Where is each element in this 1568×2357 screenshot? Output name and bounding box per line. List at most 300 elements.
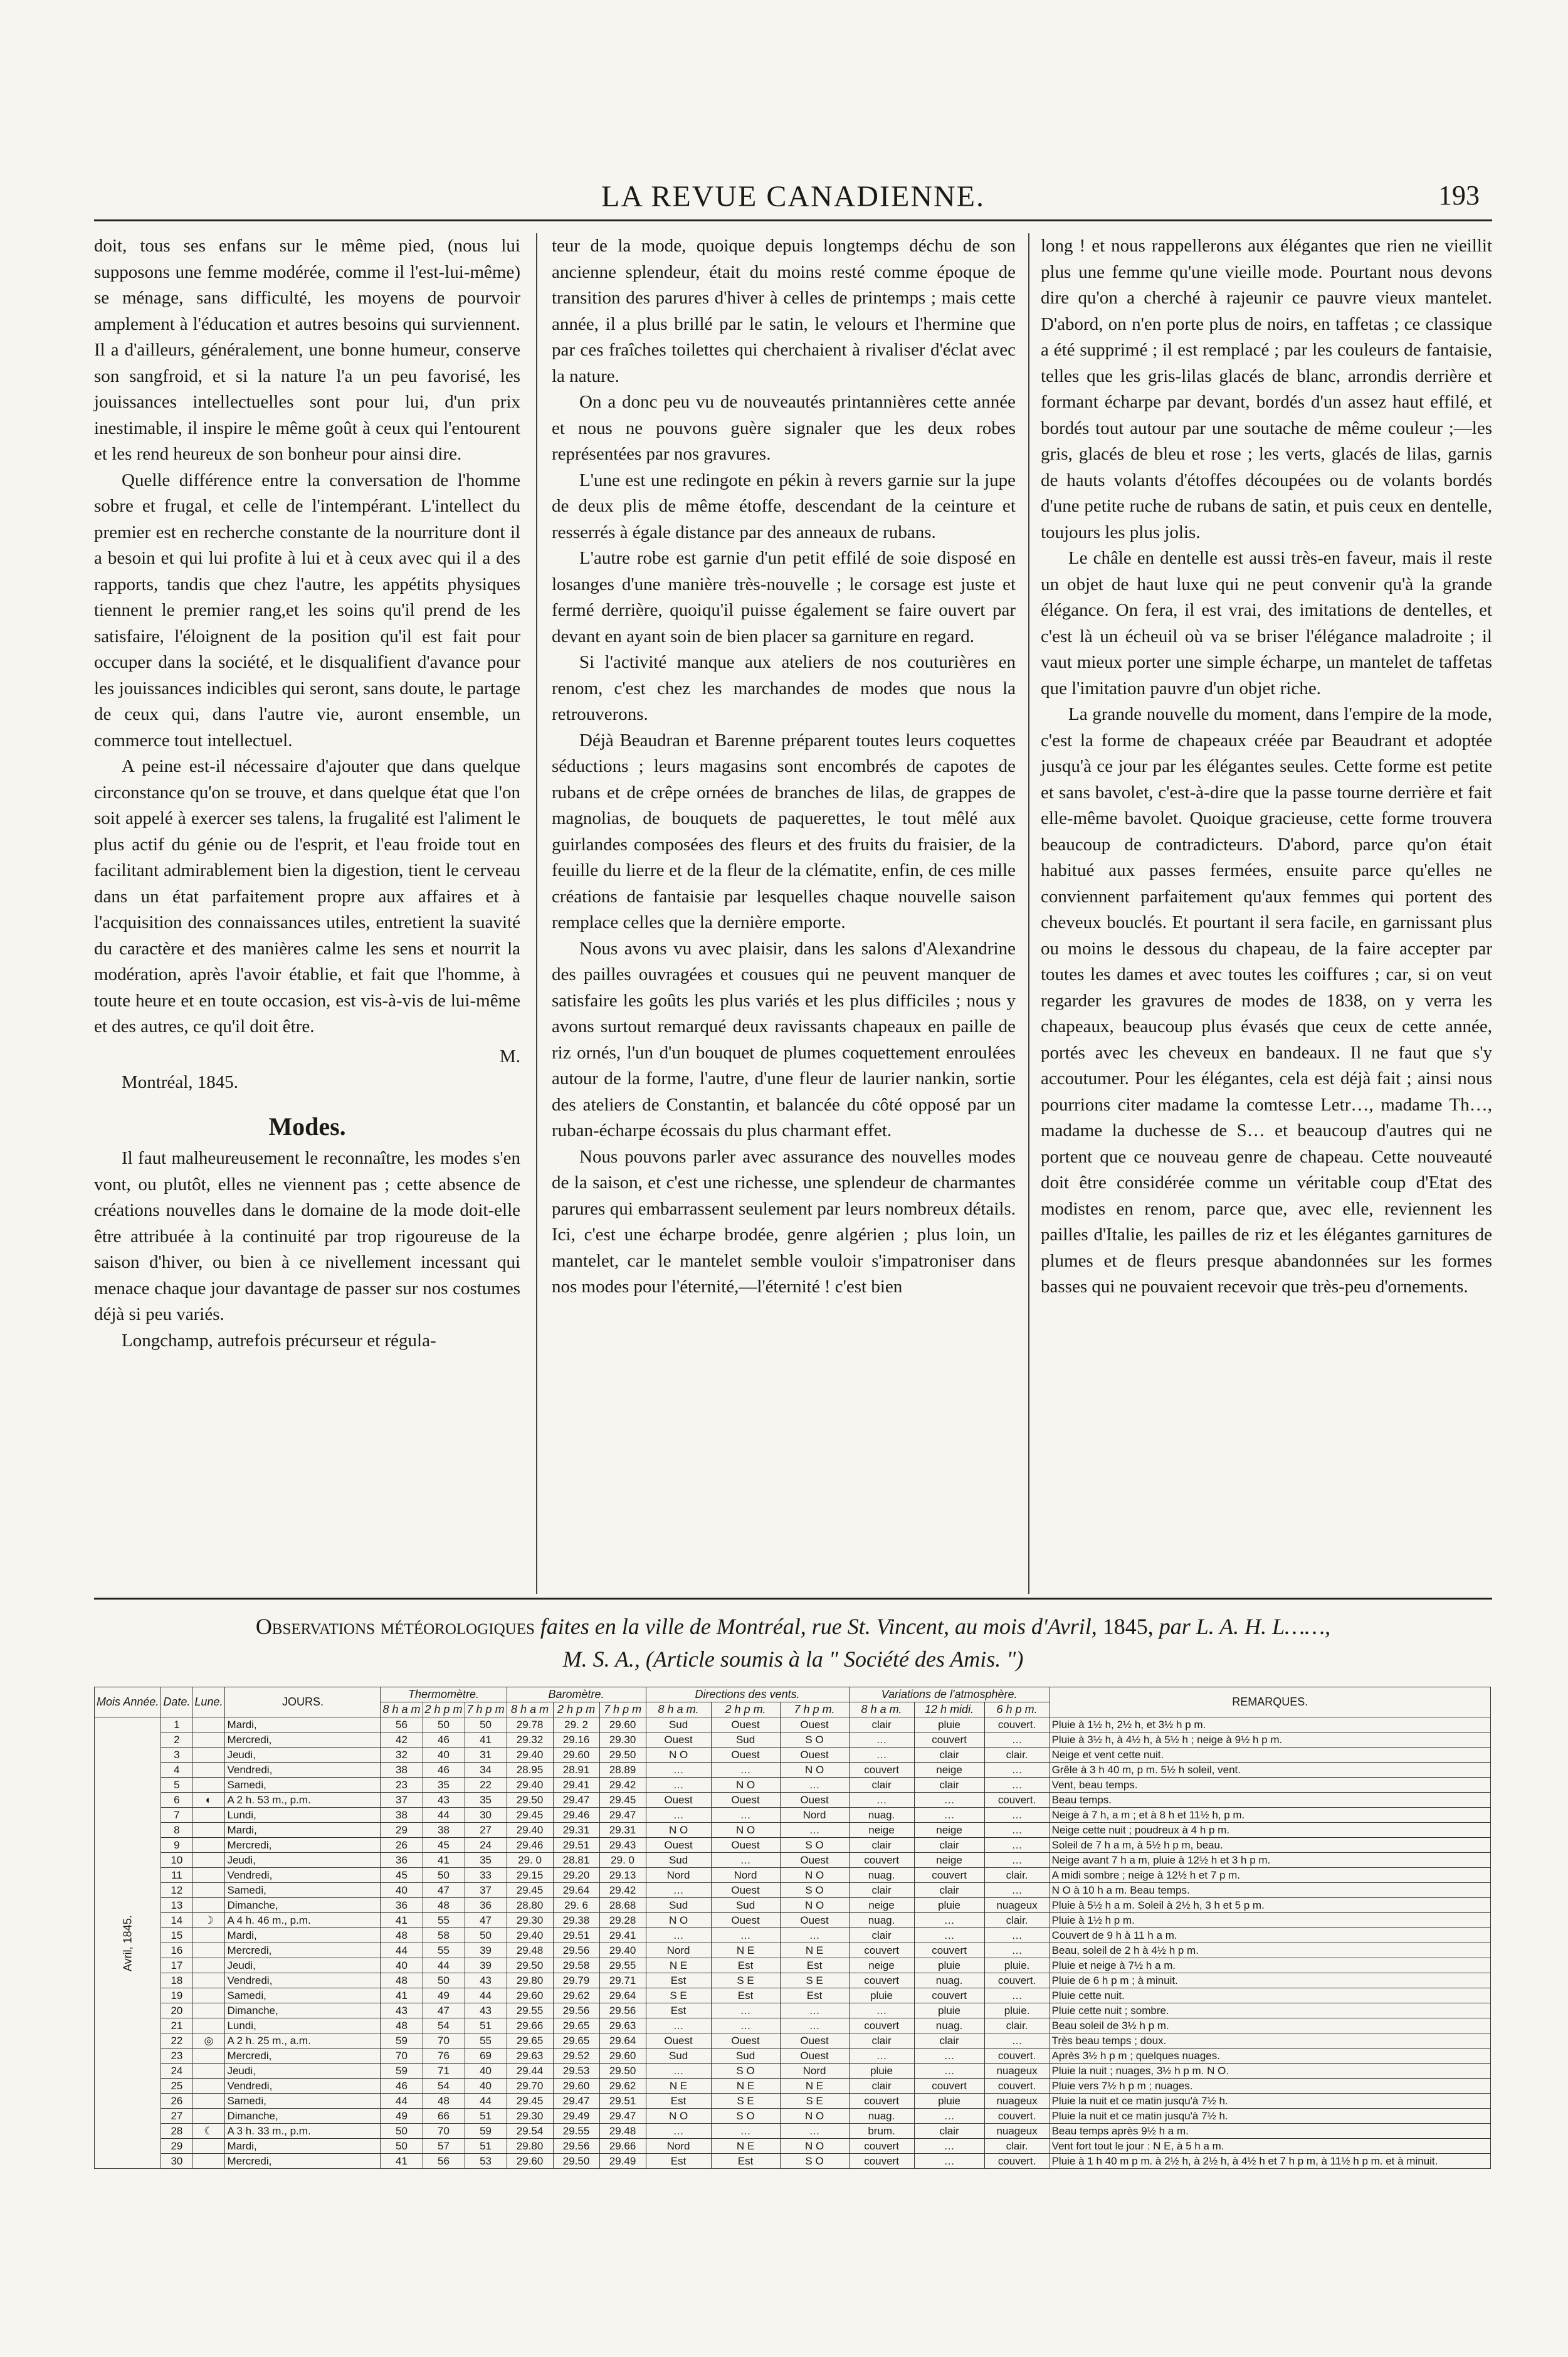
wind-7pm-cell: N O <box>780 2109 849 2124</box>
baro-8am-cell: 29. 0 <box>507 1853 553 1868</box>
sky-8am-cell: brum. <box>849 2124 914 2139</box>
remark-cell: Grêle à 3 h 40 m, p m. 5½ h soleil, vent. <box>1050 1763 1490 1778</box>
thermo-7pm-cell: 51 <box>465 2109 507 2124</box>
sky-noon-cell: couvert <box>914 1868 984 1883</box>
baro-8am-cell: 29.40 <box>507 1748 553 1763</box>
table-row <box>95 2064 1491 2079</box>
baro-8am-cell: 28.80 <box>507 1898 553 1913</box>
wind-7pm-cell: S O <box>780 2154 849 2169</box>
baro-8am-cell: 29.54 <box>507 2124 553 2139</box>
table-row <box>95 1748 1491 1763</box>
wind-7pm-cell: N O <box>780 1868 849 1883</box>
paragraph: Quelle différence entre la conversation de l'homme sobre et frugal, et celle de l'intempérant. L'intellect du premier est en recherche constante de la nourriture dont il a besoin et qui lui profite à lui et à ceux avec qui il a des rapports, tandis que chez l'autre, les appétits physiques tiennent le premier rang,et les soins qu'il prend de les satisfaire, l'éloignent de la position qu'il est fait pour occuper dans la société, et le disqualifient d'avance pour les jouissances indicibles qui seront, sans doute, le partage de ceux qui, dans l'autre vie, auront ensemble, un commerce tout intellectuel. <box>94 470 520 751</box>
baro-2pm-cell: 29.62 <box>553 1988 599 2003</box>
thermo-8am-cell: 29 <box>381 1823 423 1838</box>
month-year-cell: Avril, 1845. <box>95 1717 161 2169</box>
sky-noon-cell: … <box>914 2139 984 2154</box>
day-cell: A 2 h. 25 m., a.m. <box>225 2033 381 2049</box>
wind-7pm-cell: Ouest <box>780 1793 849 1808</box>
moon-cell <box>192 1717 225 1732</box>
wind-2pm-cell: Est <box>711 2154 780 2169</box>
remark-cell: Pluie à 1½ h, 2½ h, et 3½ h p m. <box>1050 1717 1490 1732</box>
baro-7pm-cell: 29.43 <box>599 1838 646 1853</box>
thermo-7pm-cell: 47 <box>465 1913 507 1928</box>
thermo-2pm-cell: 50 <box>423 1717 465 1732</box>
paragraph: doit, tous ses enfans sur le même pied, (nous lui supposons une femme modérée, comme il l'est-lui-même) se ménage, sans difficulté, les moyens de pourvoir amplement à l'éducation et autres besoins qui surviennent. Il a d'ailleurs, généralement, une bonne humeur, conserve son sangfroid, et si la nature l'a un peu favorisé, les jouissances intellectuelles sont pour lui, d'un prix inestimable, il inspire le même goût à ceux qui l'entourent et les rend heureux de son bonheur pour ainsi dire. <box>94 236 520 464</box>
signature: M. <box>499 1046 520 1067</box>
thermo-7pm-cell: 30 <box>465 1808 507 1823</box>
sky-8am-cell: nuag. <box>849 1868 914 1883</box>
baro-2pm-cell: 29.60 <box>553 1748 599 1763</box>
remark-cell: Vent fort tout le jour : N E, à 5 h a m. <box>1050 2139 1490 2154</box>
wind-8am-cell: Nord <box>646 2139 711 2154</box>
wind-8am-cell: Ouest <box>646 1793 711 1808</box>
baro-2pm-cell: 29.49 <box>553 2109 599 2124</box>
baro-8am-cell: 29.50 <box>507 1958 553 1973</box>
sky-6pm-cell: … <box>984 1853 1050 1868</box>
date-cell: 24 <box>161 2064 192 2079</box>
sky-noon-cell: couvert <box>914 2079 984 2094</box>
baro-2pm-cell: 29.16 <box>553 1732 599 1748</box>
thermo-8am-cell: 40 <box>381 1958 423 1973</box>
thermo-2pm-cell: 70 <box>423 2033 465 2049</box>
baro-8am-cell: 29.60 <box>507 1988 553 2003</box>
baro-7pm-cell: 29.13 <box>599 1868 646 1883</box>
table-row <box>95 2049 1491 2064</box>
subheader: 2 h p m. <box>711 1702 780 1717</box>
day-cell: Dimanche, <box>225 2109 381 2124</box>
baro-7pm-cell: 29.51 <box>599 2094 646 2109</box>
thermo-2pm-cell: 58 <box>423 1928 465 1943</box>
moon-cell <box>192 1748 225 1763</box>
sky-noon-cell: … <box>914 2049 984 2064</box>
sky-noon-cell: clair <box>914 1778 984 1793</box>
thermo-7pm-cell: 55 <box>465 2033 507 2049</box>
thermo-8am-cell: 23 <box>381 1778 423 1793</box>
remark-cell: Soleil de 7 h a m, à 5½ h p m, beau. <box>1050 1838 1490 1853</box>
day-cell: Mercredi, <box>225 2154 381 2169</box>
baro-2pm-cell: 29.47 <box>553 2094 599 2109</box>
sky-8am-cell: couvert <box>849 1853 914 1868</box>
thermo-8am-cell: 45 <box>381 1868 423 1883</box>
thermo-7pm-cell: 50 <box>465 1717 507 1732</box>
baro-2pm-cell: 29.56 <box>553 1943 599 1958</box>
sky-noon-cell: pluie <box>914 1898 984 1913</box>
baro-7pm-cell: 28.89 <box>599 1763 646 1778</box>
day-cell: A 4 h. 46 m., p.m. <box>225 1913 381 1928</box>
baro-2pm-cell: 29. 6 <box>553 1898 599 1913</box>
moon-cell <box>192 2049 225 2064</box>
wind-8am-cell: Ouest <box>646 1838 711 1853</box>
obs-title-author: par L. A. H. L……, <box>1159 1614 1331 1639</box>
moon-cell <box>192 1898 225 1913</box>
wind-7pm-cell: Ouest <box>780 1717 849 1732</box>
baro-7pm-cell: 29.42 <box>599 1778 646 1793</box>
sky-8am-cell: … <box>849 1793 914 1808</box>
paragraph: A peine est-il nécessaire d'ajouter que dans quelque circonstance qu'on se trouve, et dans quelque état que l'on soit appelé à exercer ses talens, la frugalité est l'aliment le plus actif du génie ou de l'esprit, et l'eau froide tout en facilitant admirablement bien la digestion, tient le cerveau dans un état parfaitement propre aux affaires et à l'acquisition des connaissances utiles, entretient la suavité du caractère et des manières calme les sens et nourrit la modération, après l'avoir établie, et fait que l'homme, à toute heure et en toute occasion, est vis-à-vis de lui-même et des autres, ce qu'il doit être. <box>94 756 520 1036</box>
sky-noon-cell: … <box>914 2109 984 2124</box>
table-row <box>95 1988 1491 2003</box>
sky-6pm-cell: … <box>984 1988 1050 2003</box>
sky-6pm-cell: pluie. <box>984 1958 1050 1973</box>
table-row <box>95 2003 1491 2018</box>
wind-2pm-cell: N O <box>711 1778 780 1793</box>
wind-7pm-cell: Ouest <box>780 2033 849 2049</box>
table-row <box>95 2018 1491 2033</box>
table-row <box>95 1823 1491 1838</box>
sky-6pm-cell: … <box>984 1763 1050 1778</box>
sky-8am-cell: neige <box>849 1898 914 1913</box>
sky-noon-cell: neige <box>914 1763 984 1778</box>
col-header-mois: Mois Année. <box>95 1687 161 1717</box>
thermo-8am-cell: 41 <box>381 1913 423 1928</box>
date-cell: 7 <box>161 1808 192 1823</box>
thermo-7pm-cell: 35 <box>465 1853 507 1868</box>
baro-8am-cell: 29.80 <box>507 1973 553 1988</box>
day-cell: Lundi, <box>225 1808 381 1823</box>
baro-7pm-cell: 29.41 <box>599 1928 646 1943</box>
wind-8am-cell: N E <box>646 2079 711 2094</box>
moon-cell <box>192 1883 225 1898</box>
subheader: 2 h p m <box>553 1702 599 1717</box>
baro-8am-cell: 29.55 <box>507 2003 553 2018</box>
thermo-7pm-cell: 40 <box>465 2064 507 2079</box>
day-cell: Mardi, <box>225 1823 381 1838</box>
sky-noon-cell: … <box>914 1913 984 1928</box>
paragraph: On a donc peu vu de nouveautés printannières cette année et nous ne pouvons guère signaler que les deux robes représentées par nos gravures. <box>552 392 1016 464</box>
baro-7pm-cell: 29.50 <box>599 1748 646 1763</box>
subheader: 7 h p m <box>465 1702 507 1717</box>
paragraph: Le châle en dentelle est aussi très-en faveur, mais il reste un objet de haut luxe qui ne peut convenir qu'à la grande élégance. On fera, il est vrai, des imitations de dentelles, et c'est là un écheuil où va se briser l'élégance maladroite ; il vaut mieux porter une simple écharpe, un mantelet de taffetas que l'imitation pauvre d'un objet riche. <box>1041 548 1492 699</box>
thermo-2pm-cell: 43 <box>423 1793 465 1808</box>
sky-8am-cell: pluie <box>849 2064 914 2079</box>
baro-2pm-cell: 29.79 <box>553 1973 599 1988</box>
thermo-8am-cell: 40 <box>381 1883 423 1898</box>
date-cell: 2 <box>161 1732 192 1748</box>
sky-6pm-cell: … <box>984 1823 1050 1838</box>
moon-cell <box>192 1988 225 2003</box>
day-cell: Vendredi, <box>225 2079 381 2094</box>
remark-cell: Pluie à 1 h 40 m p m. à 2½ h, à 2½ h, à 4½ h et 7 h p m, à 11½ h p m. et à minuit. <box>1050 2154 1490 2169</box>
remark-cell: Pluie la nuit et ce matin jusqu'à 7½ h. <box>1050 2094 1490 2109</box>
col-header-directions: Directions des vents. <box>646 1687 849 1702</box>
baro-2pm-cell: 29.31 <box>553 1823 599 1838</box>
thermo-2pm-cell: 50 <box>423 1973 465 1988</box>
wind-2pm-cell: Ouest <box>711 1883 780 1898</box>
remark-cell: Après 3½ h p m ; quelques nuages. <box>1050 2049 1490 2064</box>
sky-8am-cell: couvert <box>849 1973 914 1988</box>
thermo-8am-cell: 43 <box>381 2003 423 2018</box>
remark-cell: Pluie cette nuit. <box>1050 1988 1490 2003</box>
date-cell: 26 <box>161 2094 192 2109</box>
day-cell: Mercredi, <box>225 2049 381 2064</box>
sky-6pm-cell: couvert. <box>984 2154 1050 2169</box>
sky-noon-cell: nuag. <box>914 1973 984 1988</box>
thermo-7pm-cell: 35 <box>465 1793 507 1808</box>
baro-8am-cell: 29.15 <box>507 1868 553 1883</box>
sky-8am-cell: nuag. <box>849 2109 914 2124</box>
wind-8am-cell: N E <box>646 1958 711 1973</box>
wind-8am-cell: Sud <box>646 1717 711 1732</box>
baro-7pm-cell: 29.45 <box>599 1793 646 1808</box>
day-cell: Samedi, <box>225 1778 381 1793</box>
moon-cell: ☽ <box>192 1913 225 1928</box>
moon-cell <box>192 2109 225 2124</box>
remark-cell: Neige et vent cette nuit. <box>1050 1748 1490 1763</box>
date-cell: 22 <box>161 2033 192 2049</box>
sky-8am-cell: clair <box>849 1883 914 1898</box>
baro-2pm-cell: 29.55 <box>553 2124 599 2139</box>
table-row <box>95 1958 1491 1973</box>
sky-noon-cell: clair <box>914 1838 984 1853</box>
sky-noon-cell: clair <box>914 2033 984 2049</box>
wind-8am-cell: N O <box>646 1913 711 1928</box>
column-rule <box>536 233 537 1594</box>
thermo-8am-cell: 36 <box>381 1898 423 1913</box>
wind-8am-cell: Sud <box>646 1853 711 1868</box>
thermo-2pm-cell: 55 <box>423 1943 465 1958</box>
sky-noon-cell: couvert <box>914 1732 984 1748</box>
moon-cell: ◐ <box>192 1793 225 1808</box>
date-cell: 6 <box>161 1793 192 1808</box>
thermo-2pm-cell: 54 <box>423 2079 465 2094</box>
thermo-8am-cell: 59 <box>381 2033 423 2049</box>
sky-noon-cell: clair <box>914 1748 984 1763</box>
baro-7pm-cell: 29.63 <box>599 2018 646 2033</box>
baro-8am-cell: 29.40 <box>507 1778 553 1793</box>
sky-8am-cell: nuag. <box>849 1913 914 1928</box>
sky-noon-cell: pluie <box>914 1717 984 1732</box>
remark-cell: Pluie à 1½ h p m. <box>1050 1913 1490 1928</box>
remark-cell: Pluie vers 7½ h p m ; nuages. <box>1050 2079 1490 2094</box>
remark-cell: N O à 10 h a m. Beau temps. <box>1050 1883 1490 1898</box>
thermo-8am-cell: 41 <box>381 2154 423 2169</box>
sky-noon-cell: couvert <box>914 1988 984 2003</box>
date-cell: 17 <box>161 1958 192 1973</box>
wind-8am-cell: Ouest <box>646 2033 711 2049</box>
date-cell: 8 <box>161 1823 192 1838</box>
page-number: 193 <box>1438 180 1480 211</box>
sky-6pm-cell: couvert. <box>984 1973 1050 1988</box>
wind-2pm-cell: Ouest <box>711 2033 780 2049</box>
subheader: 7 h p m <box>599 1702 646 1717</box>
remark-cell: Beau, soleil de 2 h à 4½ h p m. <box>1050 1943 1490 1958</box>
sky-6pm-cell: clair. <box>984 1913 1050 1928</box>
table-row <box>95 2109 1491 2124</box>
sky-noon-cell: clair <box>914 1883 984 1898</box>
col-header-barometre: Baromètre. <box>507 1687 646 1702</box>
moon-cell <box>192 1732 225 1748</box>
baro-8am-cell: 29.78 <box>507 1717 553 1732</box>
baro-8am-cell: 29.46 <box>507 1838 553 1853</box>
baro-8am-cell: 29.44 <box>507 2064 553 2079</box>
thermo-8am-cell: 48 <box>381 2018 423 2033</box>
wind-8am-cell: … <box>646 1808 711 1823</box>
section-separator <box>94 1598 1492 1600</box>
thermo-2pm-cell: 46 <box>423 1732 465 1748</box>
wind-7pm-cell: … <box>780 1778 849 1793</box>
remark-cell: Pluie de 6 h p m ; à minuit. <box>1050 1973 1490 1988</box>
moon-cell <box>192 1868 225 1883</box>
table-row <box>95 1763 1491 1778</box>
remark-cell: Très beau temps ; doux. <box>1050 2033 1490 2049</box>
wind-7pm-cell: … <box>780 2018 849 2033</box>
wind-2pm-cell: S E <box>711 1973 780 1988</box>
wind-8am-cell: N O <box>646 1823 711 1838</box>
remark-cell: Vent, beau temps. <box>1050 1778 1490 1793</box>
sky-noon-cell: pluie <box>914 1958 984 1973</box>
sky-noon-cell: couvert <box>914 1943 984 1958</box>
wind-7pm-cell: Nord <box>780 1808 849 1823</box>
wind-7pm-cell: Nord <box>780 2064 849 2079</box>
baro-8am-cell: 29.63 <box>507 2049 553 2064</box>
subheader: 7 h p m. <box>780 1702 849 1717</box>
date-cell: 12 <box>161 1883 192 1898</box>
baro-8am-cell: 29.60 <box>507 2154 553 2169</box>
date-cell: 23 <box>161 2049 192 2064</box>
table-header-row <box>95 1687 1491 1702</box>
baro-2pm-cell: 29.58 <box>553 1958 599 1973</box>
moon-cell: ◎ <box>192 2033 225 2049</box>
moon-cell <box>192 2018 225 2033</box>
date-cell: 21 <box>161 2018 192 2033</box>
wind-8am-cell: Nord <box>646 1943 711 1958</box>
thermo-7pm-cell: 41 <box>465 1732 507 1748</box>
wind-2pm-cell: … <box>711 1763 780 1778</box>
wind-7pm-cell: Ouest <box>780 1853 849 1868</box>
running-header <box>94 174 1492 218</box>
thermo-7pm-cell: 51 <box>465 2139 507 2154</box>
thermo-8am-cell: 38 <box>381 1808 423 1823</box>
baro-7pm-cell: 29.64 <box>599 2033 646 2049</box>
table-row <box>95 2139 1491 2154</box>
obs-title-italic: faites en la ville de Montréal, rue St. Vincent, au mois d'Avril, <box>540 1614 1097 1639</box>
moon-cell <box>192 1943 225 1958</box>
col-header-date: Date. <box>161 1687 192 1717</box>
wind-2pm-cell: N E <box>711 1943 780 1958</box>
baro-8am-cell: 29.40 <box>507 1928 553 1943</box>
thermo-8am-cell: 56 <box>381 1717 423 1732</box>
baro-8am-cell: 29.45 <box>507 1883 553 1898</box>
date-cell: 30 <box>161 2154 192 2169</box>
sky-6pm-cell: … <box>984 1732 1050 1748</box>
sky-8am-cell: … <box>849 1732 914 1748</box>
thermo-7pm-cell: 44 <box>465 2094 507 2109</box>
moon-cell <box>192 2094 225 2109</box>
baro-8am-cell: 29.48 <box>507 1943 553 1958</box>
sky-6pm-cell: … <box>984 1808 1050 1823</box>
sky-6pm-cell: couvert. <box>984 2109 1050 2124</box>
day-cell: Dimanche, <box>225 2003 381 2018</box>
moon-cell <box>192 1838 225 1853</box>
date-cell: 11 <box>161 1868 192 1883</box>
sky-noon-cell: neige <box>914 1823 984 1838</box>
wind-8am-cell: … <box>646 2018 711 2033</box>
wind-2pm-cell: Sud <box>711 2049 780 2064</box>
col-header-jours: JOURS. <box>225 1687 381 1717</box>
baro-2pm-cell: 29.51 <box>553 1928 599 1943</box>
column-3 <box>1041 233 1492 1300</box>
thermo-8am-cell: 48 <box>381 1928 423 1943</box>
thermo-2pm-cell: 44 <box>423 1808 465 1823</box>
remark-cell: Neige avant 7 h a m, pluie à 12½ h et 3 h p m. <box>1050 1853 1490 1868</box>
sky-8am-cell: clair <box>849 1778 914 1793</box>
wind-8am-cell: Est <box>646 1973 711 1988</box>
day-cell: Jeudi, <box>225 1853 381 1868</box>
paragraph: Si l'activité manque aux ateliers de nos couturières en renom, c'est chez les marchandes de modes que nous la retrouverons. <box>552 652 1016 724</box>
baro-2pm-cell: 28.81 <box>553 1853 599 1868</box>
wind-7pm-cell: N E <box>780 1943 849 1958</box>
obs-title-prefix: Observations météorologiques <box>255 1614 535 1639</box>
thermo-8am-cell: 46 <box>381 2079 423 2094</box>
thermo-8am-cell: 41 <box>381 1988 423 2003</box>
sky-noon-cell: nuag. <box>914 2018 984 2033</box>
wind-8am-cell: N O <box>646 2109 711 2124</box>
place-date: Montréal, 1845. <box>122 1072 239 1092</box>
thermo-2pm-cell: 44 <box>423 1958 465 1973</box>
thermo-8am-cell: 26 <box>381 1838 423 1853</box>
baro-2pm-cell: 29.56 <box>553 2139 599 2154</box>
sky-6pm-cell: … <box>984 1778 1050 1793</box>
thermo-8am-cell: 38 <box>381 1763 423 1778</box>
table-row <box>95 2154 1491 2169</box>
thermo-8am-cell: 42 <box>381 1732 423 1748</box>
day-cell: Dimanche, <box>225 1898 381 1913</box>
table-row <box>95 1943 1491 1958</box>
paragraph: Nous avons vu avec plaisir, dans les salons d'Alexandrine des pailles ouvragées et cousues qui ne peuvent manquer de satisfaire les goûts les plus variés et les plus difficiles ; nous y avons surtout remarqué deux ravissants chapeaux en paille de riz ornés, l'un d'un bouquet de plumes coquettement enroulées autour de la forme, l'autre, d'une fleur de laurier nankin, sortie des ateliers de Constantin, et balancée du côté opposé par un ruban-écharpe écossais du plus charmant effet. <box>552 938 1016 1141</box>
thermo-8am-cell: 37 <box>381 1793 423 1808</box>
col-header-variations: Variations de l'atmosphère. <box>849 1687 1050 1702</box>
thermo-2pm-cell: 38 <box>423 1823 465 1838</box>
sky-6pm-cell: pluie. <box>984 2003 1050 2018</box>
moon-cell <box>192 1853 225 1868</box>
wind-2pm-cell: … <box>711 2124 780 2139</box>
wind-2pm-cell: Ouest <box>711 1748 780 1763</box>
baro-2pm-cell: 29.65 <box>553 2033 599 2049</box>
subheader: 12 h midi. <box>914 1702 984 1717</box>
sky-6pm-cell: nuageux <box>984 2064 1050 2079</box>
sky-noon-cell: … <box>914 2064 984 2079</box>
wind-2pm-cell: Ouest <box>711 1717 780 1732</box>
day-cell: Vendredi, <box>225 1763 381 1778</box>
wind-2pm-cell: … <box>711 1808 780 1823</box>
baro-7pm-cell: 29.28 <box>599 1913 646 1928</box>
wind-7pm-cell: … <box>780 1928 849 1943</box>
thermo-7pm-cell: 34 <box>465 1763 507 1778</box>
baro-7pm-cell: 29.49 <box>599 2154 646 2169</box>
baro-8am-cell: 29.45 <box>507 1808 553 1823</box>
wind-8am-cell: S E <box>646 1988 711 2003</box>
sky-8am-cell: neige <box>849 1958 914 1973</box>
date-cell: 13 <box>161 1898 192 1913</box>
wind-2pm-cell: Ouest <box>711 1793 780 1808</box>
date-cell: 20 <box>161 2003 192 2018</box>
sky-noon-cell: clair <box>914 2124 984 2139</box>
baro-2pm-cell: 28.91 <box>553 1763 599 1778</box>
table-row <box>95 1928 1491 1943</box>
wind-8am-cell: Nord <box>646 1868 711 1883</box>
paragraph: La grande nouvelle du moment, dans l'empire de la mode, c'est la forme de chapeaux créée par Beaudrant et adoptée jusqu'à ce jour par les élégantes seules. Cette forme est petite et sans bavolet, c'est-à-dire que la passe tourne derrière et fait elle-même bavolet. Quoique gracieuse, cette forme trouvera beaucoup de contradicteurs. D'abord, parce qu'on était habitué aux passes fermées, ensuite parce qu'elles ne conviennent parfaitement qu'aux femmes qui portent des cheveux bouclés. Et pourtant il sera facile, en garnissant plus ou moins le dessous du chapeau, de la faire accepter par toutes les dames et avec toutes les coiffures ; car, si on veut regarder les gravures de modes de 1838, on y verra les chapeaux, beaucoup plus évasés que ceux de cette année, portés avec les cheveux en bandeaux. Il ne faut que s'y accoutumer. Pour les élégantes, cela est déjà fait ; ainsi nous pourrions citer madame la comtesse Letr…, madame Th…, madame la duchesse de S… et beaucoup d'autres qui ne portent que ce nouveau genre de chapeau. Cette nouveauté doit être considérée comme un véritable coup d'Etat des modistes en renom, parce que, avec elle, reviennent les pailles d'Italie, les pailles de riz et les élégantes garnitures de plumes et de fleurs presque abandonnées sur les formes basses qui ne pouvaient recevoir que très-peu d'ornements. <box>1041 704 1492 1297</box>
wind-2pm-cell: … <box>711 2003 780 2018</box>
date-cell: 19 <box>161 1988 192 2003</box>
moon-cell <box>192 2154 225 2169</box>
table-row <box>95 1868 1491 1883</box>
thermo-7pm-cell: 44 <box>465 1988 507 2003</box>
sky-6pm-cell: clair. <box>984 1868 1050 1883</box>
baro-2pm-cell: 29.60 <box>553 2079 599 2094</box>
thermo-2pm-cell: 40 <box>423 1748 465 1763</box>
day-cell: Jeudi, <box>225 2064 381 2079</box>
